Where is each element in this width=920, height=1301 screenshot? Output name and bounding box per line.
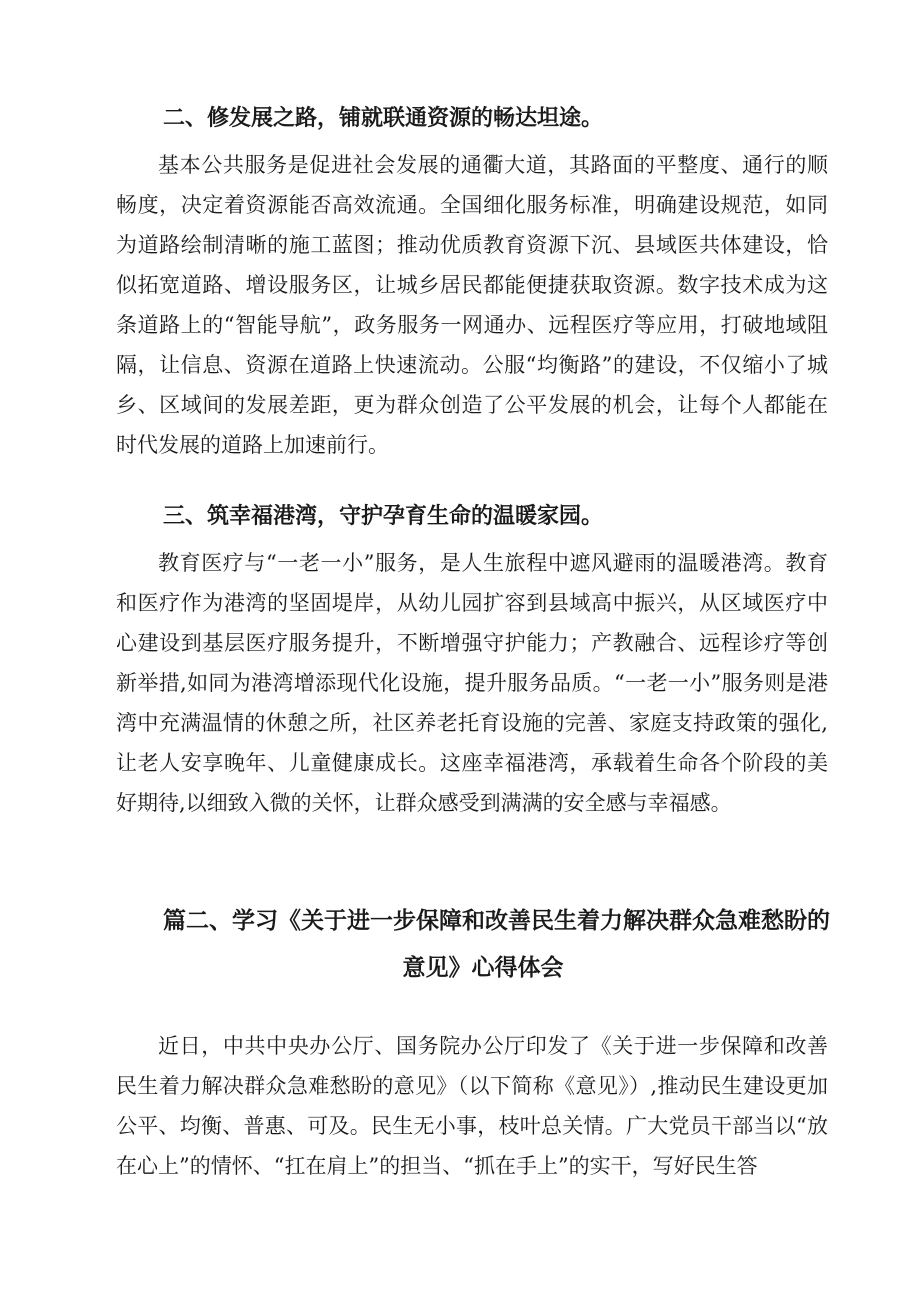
article-2-intro-paragraph: 近日，中共中央办公厅、国务院办公厅印发了《关于进一步保障和改善民生着力解决群众急难愁盼的意见》（以下简称《意见》）,推动民生建设更加公平、均衡、普惠、可及。民生无小事，枝叶总关情。广大党员干部当以“放在心上”的情怀、“扛在肩上”的担当、“抓在手上”的实干，写好民生答 <box>116 1034 828 1178</box>
article-2-title <box>163 898 843 992</box>
section-3-heading: 三、筑幸福港湾，守护孕育生命的温暖家园。 <box>163 504 604 529</box>
article-2-title-line2: 意见》心得体会 <box>402 955 564 981</box>
article-2-title-line1: 篇二、学习《关于进一步保障和改善民生着力解决群众急难愁盼的 <box>163 908 830 934</box>
section-2-heading: 二、修发展之路，铺就联通资源的畅达坦途。 <box>163 106 604 131</box>
section-2-paragraph: 基本公共服务是促进社会发展的通衢大道，其路面的平整度、通行的顺畅度，决定着资源能否高效流通。全国细化服务标准，明确建设规范，如同为道路绘制清晰的施工蓝图；推动优质教育资源下沉、县域医共体建设，恰似拓宽道路、增设服务区，让城乡居民都能便捷获取资源。数字技术成为这条道路上的“智能导航”，政务服务一网通办、远程医疗等应用，打破地域阻隔，让信息、资源在道路上快速流动。公服“均衡路”的建设，不仅缩小了城乡、区域间的发展差距，更为群众创造了公平发展的机会，让每个人都能在时代发展的道路上加速前行。 <box>116 153 828 457</box>
section-3-paragraph: 教育医疗与“一老一小”服务，是人生旅程中遮风避雨的温暖港湾。教育和医疗作为港湾的坚固堤岸，从幼儿园扩容到县域高中振兴，从区域医疗中心建设到基层医疗服务提升，不断增强守护能力；产教融合、远程诊疗等创新举措,如同为港湾增添现代化设施，提升服务品质。“一老一小”服务则是港湾中充满温情的休憩之所，社区养老托育设施的完善、家庭支持政策的强化,让老人安享晚年、儿童健康成长。这座幸福港湾，承载着生命各个阶段的美好期待,以细致入微的关怀，让群众感受到满满的安全感与幸福感。 <box>116 551 828 815</box>
